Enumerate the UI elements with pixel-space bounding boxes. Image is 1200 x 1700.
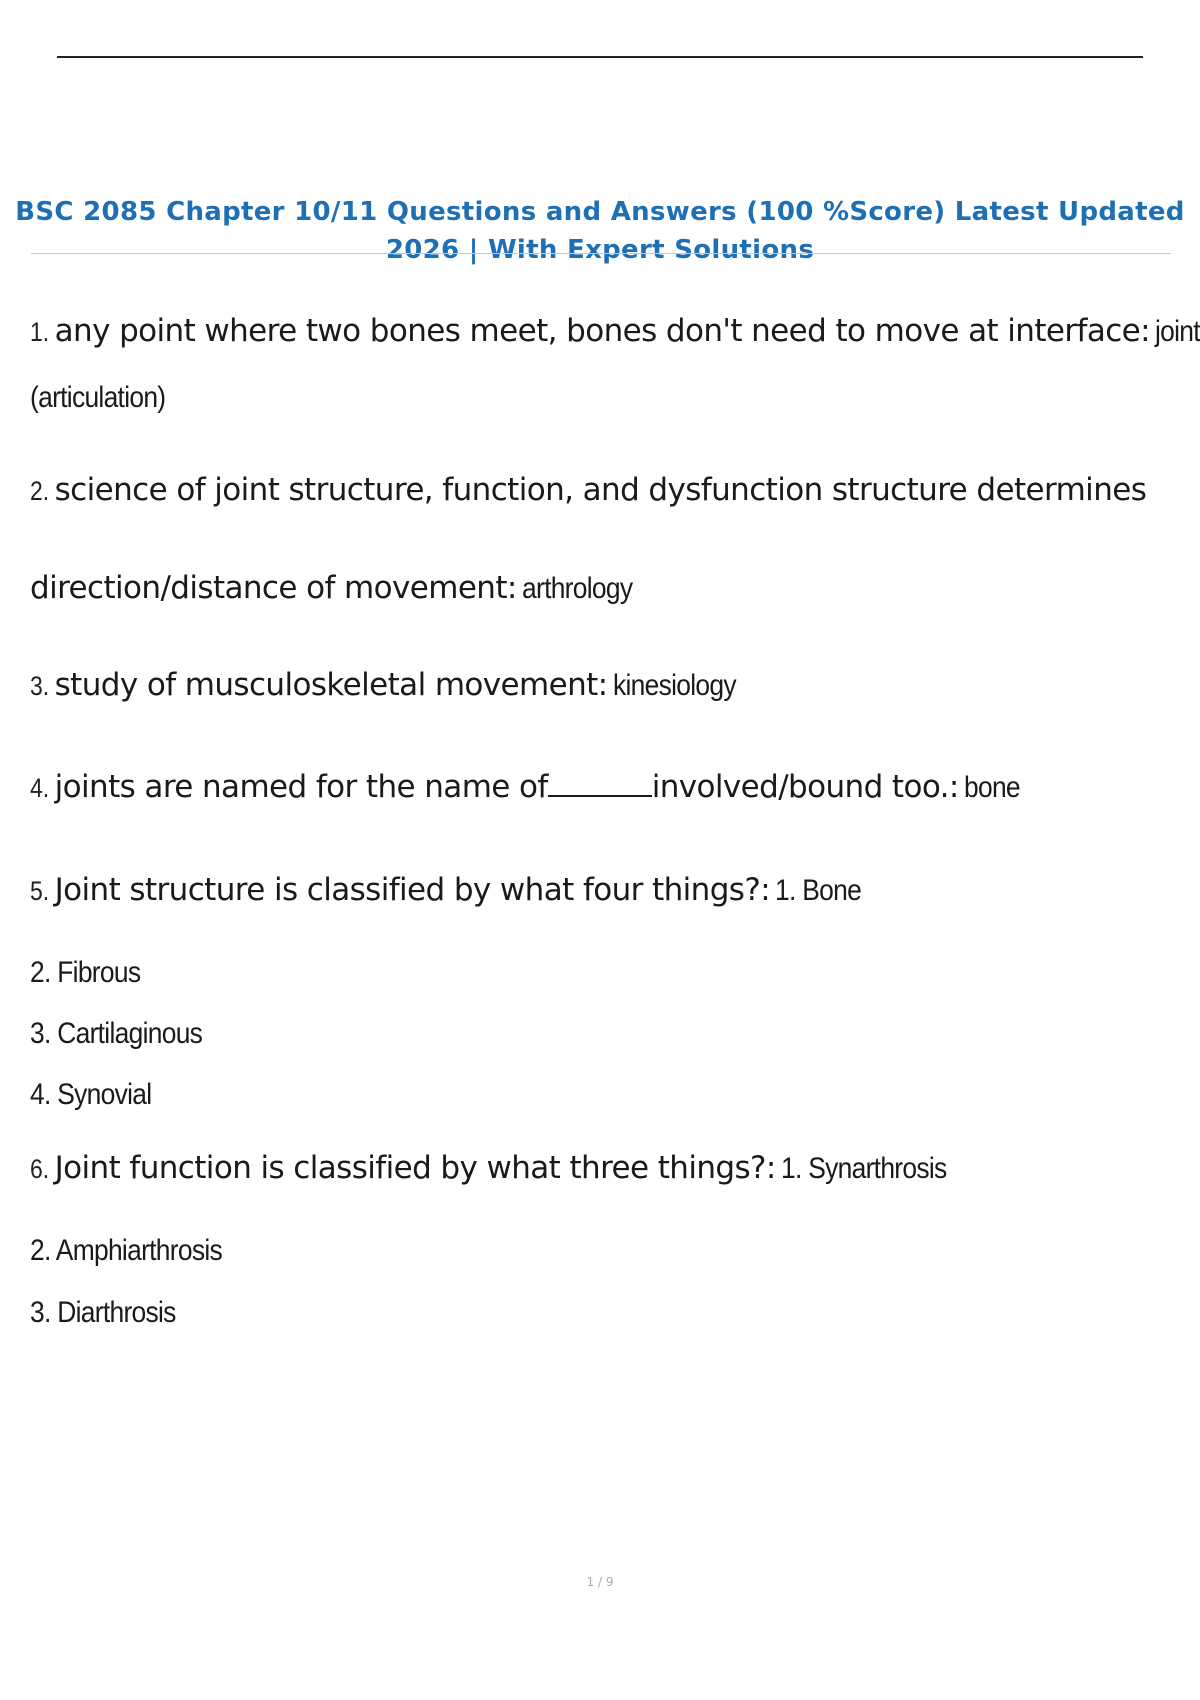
question-6 xyxy=(30,1150,1180,1186)
question-text: Joint function is classified by what three things?: xyxy=(54,1150,776,1186)
answer-text: arthrology xyxy=(521,572,633,605)
question-text-continuation: direction/distance of movement: xyxy=(30,570,517,606)
question-text: science of joint structure, function, and dysfunction structure determines xyxy=(54,472,1147,508)
answer-item: 3. Cartilaginous xyxy=(30,1017,203,1050)
document-title xyxy=(14,193,1186,269)
question-text: study of musculoskeletal movement: xyxy=(54,667,608,703)
answer-continuation: (articulation) xyxy=(30,381,166,414)
question-number: 2. xyxy=(30,476,50,506)
answer-text: bone xyxy=(963,771,1020,804)
question-3 xyxy=(30,667,1180,703)
question-number: 6. xyxy=(30,1154,50,1184)
answer-item: 2. Amphiarthrosis xyxy=(30,1234,222,1267)
question-number: 3. xyxy=(30,671,50,701)
question-5 xyxy=(30,872,1180,908)
answer-item: 4. Synovial xyxy=(30,1078,152,1111)
answer-text: 1. Bone xyxy=(775,874,862,907)
fill-in-blank xyxy=(548,771,652,797)
question-number: 5. xyxy=(30,876,50,906)
question-text-after-blank: involved/bound too.: xyxy=(651,769,959,805)
title-line-2: 2026 | With Expert Solutions xyxy=(385,235,815,265)
title-underline xyxy=(31,253,1171,254)
page-number: 1 / 9 xyxy=(586,1575,614,1589)
header-rule xyxy=(57,56,1143,58)
question-text: Joint structure is classified by what four things?: xyxy=(54,872,771,908)
question-text: any point where two bones meet, bones don't need to move at interface: xyxy=(54,313,1150,349)
question-text: joints are named for the name of xyxy=(54,769,548,805)
answer-item: 3. Diarthrosis xyxy=(30,1296,176,1329)
question-2 xyxy=(30,472,1180,508)
question-2-continuation xyxy=(30,570,1180,606)
question-number: 1. xyxy=(30,317,50,347)
question-1 xyxy=(30,313,1200,349)
question-number: 4. xyxy=(30,773,50,803)
answer-text: 1. Synarthrosis xyxy=(780,1152,947,1185)
answer-item: 2. Fibrous xyxy=(30,956,141,989)
answer-text: kinesiology xyxy=(612,669,736,702)
title-line-1: BSC 2085 Chapter 10/11 Questions and Answers (100 %Score) Latest Updated xyxy=(15,197,1185,227)
question-4 xyxy=(30,769,1180,805)
answer-text: joint xyxy=(1155,315,1200,348)
